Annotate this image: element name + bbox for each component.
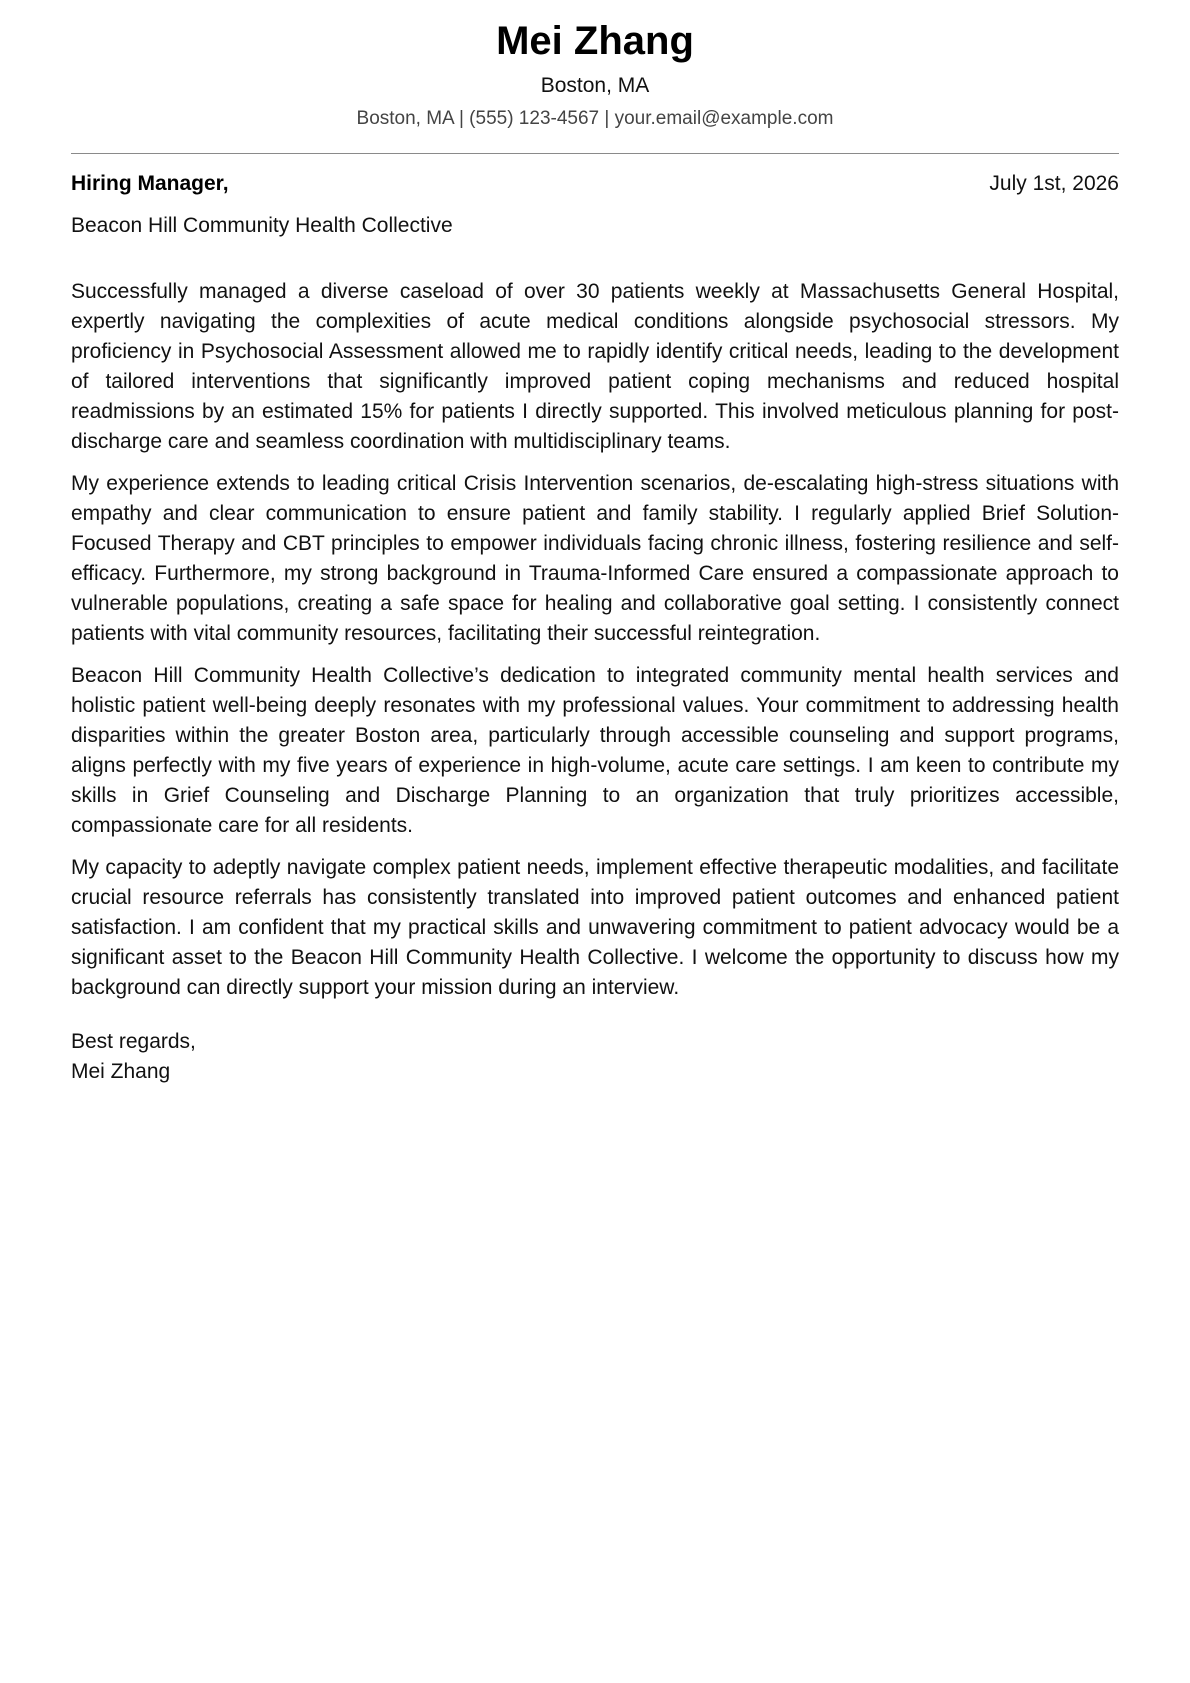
letter-header [71,0,1119,132]
recipient-date-row [71,170,1119,198]
letter-closing [71,1027,1119,1087]
closing-phrase: Best regards, [71,1030,196,1053]
header-divider [71,153,1119,154]
body-paragraph: My capacity to adeptly navigate complex patient needs, implement effective therapeutic modalities, and facilitate crucial resource referrals has consistently translated into improved patient outcomes and enhanced patient satisfaction. I am confident that my practical skills and unwavering commitment to patient advocacy would be a significant asset to the Beacon Hill Community Health Collective. I welcome the opportunity to discuss how my background can directly support your mission during an interview. [71,856,1119,999]
contact-line: Boston, MA | (555) 123-4567 | your.email@example.com [356,108,834,129]
letter-date: July 1st, 2026 [989,172,1119,195]
body-paragraph: My experience extends to leading critical Crisis Intervention scenarios, de-escalating high-stress situations with empathy and clear communication to ensure patient and family stability. I regularly applied Brief Solution-Focused Therapy and CBT principles to empower individuals facing chronic illness, fostering resilience and self-efficacy. Furthermore, my strong background in Trauma-Informed Care ensured a compassionate approach to vulnerable populations, creating a safe space for healing and collaborative goal setting. I consistently connect patients with vital community resources, facilitating their successful reintegration. [71,472,1119,645]
applicant-location: Boston, MA [540,74,650,97]
recipient-salutation: Hiring Manager, [71,172,229,195]
signature-name: Mei Zhang [71,1060,171,1083]
company-name: Beacon Hill Community Health Collective [71,214,453,237]
letter-body [71,277,1119,1003]
body-paragraph: Successfully managed a diverse caseload of over 30 patients weekly at Massachusetts General Hospital, expertly navigating the complexities of acute medical conditions alongside psychosocial stressors. My proficiency in Psychosocial Assessment allowed me to rapidly identify critical needs, leading to the development of tailored interventions that significantly improved patient coping mechanisms and reduced hospital readmissions by an estimated 15% for patients I directly supported. This involved meticulous planning for post-discharge care and seamless coordination with multidisciplinary teams. [71,280,1119,453]
body-paragraph: Beacon Hill Community Health Collective’s dedication to integrated community mental health services and holistic patient well-being deeply resonates with my professional values. Your commitment to addressing health disparities within the greater Boston area, particularly through accessible counseling and support programs, aligns perfectly with my five years of experience in high-volume, acute care settings. I am keen to contribute my skills in Grief Counseling and Discharge Planning to an organization that truly prioritizes accessible, compassionate care for all residents. [71,664,1119,837]
applicant-name: Mei Zhang [496,19,694,63]
